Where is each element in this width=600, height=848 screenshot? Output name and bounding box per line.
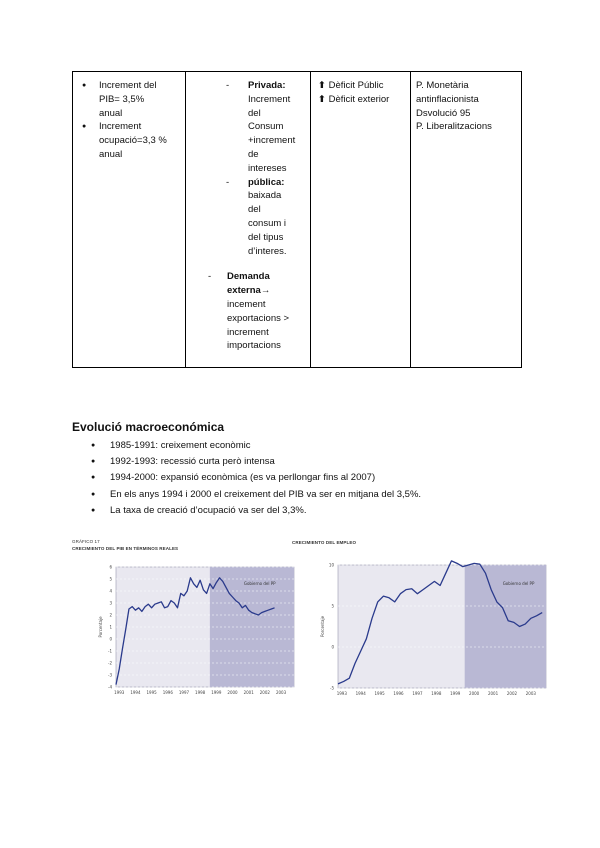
- list-item: P. Monetària antinflacionista: [416, 80, 479, 105]
- item-label: Privada:: [248, 80, 286, 91]
- x-tick-label: 1995: [374, 691, 385, 696]
- x-tick-label: 1997: [178, 690, 190, 695]
- table-cell-growth: [73, 79, 181, 162]
- y-axis-label: Porcentaje: [320, 615, 325, 638]
- table-cell-deficits: [318, 79, 408, 107]
- y-tick-label: -3: [108, 672, 112, 678]
- section-heading: Evolució macroeconómica: [72, 420, 225, 434]
- y-tick-label: -4: [108, 684, 112, 690]
- domestic-demand-list: [226, 79, 308, 258]
- x-tick-label: 2001: [487, 691, 499, 696]
- x-tick-label: 2002: [506, 691, 518, 696]
- list-item: ● 1985-1991: creixement econòmic: [72, 438, 421, 454]
- list-item: [318, 93, 408, 107]
- x-tick-label: 1994: [355, 691, 366, 696]
- list-item: [226, 176, 294, 259]
- x-tick-label: 2000: [469, 691, 480, 696]
- list-item: ● 1994-2000: expansió econòmica (es va perllongar fins al 2007): [72, 470, 421, 486]
- gdp-growth-chart: [72, 553, 302, 703]
- y-tick-label: 5: [331, 603, 334, 609]
- x-tick-label: 1998: [195, 690, 206, 695]
- list-item: [318, 79, 408, 93]
- chart1-title: CRECIMIENTO DEL PIB EN TÉRMINOS REALES: [72, 546, 179, 551]
- x-tick-label: 2000: [227, 690, 238, 695]
- y-axis-label: Porcentaje: [98, 616, 103, 638]
- item-label: Demanda externa: [227, 271, 270, 297]
- employment-growth-chart: [318, 551, 558, 706]
- item-text: Dèficit exterior: [328, 93, 390, 105]
- list-item: P. Liberalitzacions: [416, 121, 492, 133]
- y-tick-label: -2: [108, 660, 112, 666]
- x-tick-label: 1999: [450, 691, 461, 696]
- x-tick-label: 1993: [114, 690, 125, 695]
- y-tick-label: 4: [109, 588, 112, 594]
- item-text: Dèficit Públic: [328, 80, 384, 91]
- x-tick-label: 1996: [393, 691, 404, 696]
- table-divider: [410, 72, 411, 367]
- list-item: [208, 270, 305, 353]
- y-tick-label: 5: [109, 576, 112, 582]
- item-text: Increment del Consum +increment de intereses: [248, 93, 296, 174]
- y-tick-label: -5: [330, 685, 334, 691]
- x-tick-label: 2002: [259, 690, 270, 695]
- y-tick-label: 10: [328, 562, 334, 568]
- list-item: ● En els anys 1994 i 2000 el creixement del PIB va ser en mitjana del 3,5%.: [72, 487, 421, 503]
- item-text: → incement exportacions > increment importacions: [227, 285, 290, 352]
- chart2-title: CRECIMIENTO DEL EMPLEO: [292, 540, 357, 545]
- annotation-label: Gobierno del PP: [502, 581, 535, 586]
- list-item: [226, 79, 294, 176]
- y-tick-label: 1: [109, 624, 112, 630]
- x-tick-label: 1993: [336, 691, 347, 696]
- y-tick-label: 0: [331, 644, 334, 650]
- x-tick-label: 2003: [275, 690, 287, 695]
- x-tick-label: 1995: [146, 690, 157, 695]
- x-tick-label: 1999: [211, 690, 222, 695]
- growth-list: [73, 79, 181, 162]
- table-divider: [310, 72, 311, 367]
- up-arrow-icon: ⬆: [318, 93, 326, 105]
- chart1-figure-label: GRÁFICO 17: [72, 539, 100, 544]
- up-arrow-icon: ⬆: [318, 80, 326, 91]
- table-divider: [185, 72, 186, 367]
- annotation-label: Gobierno del PP: [243, 581, 276, 586]
- item-label: pública:: [248, 176, 285, 188]
- y-tick-label: 2: [109, 612, 112, 618]
- x-tick-label: 2003: [525, 691, 536, 696]
- table-cell-policies: [416, 79, 516, 134]
- x-tick-label: 2001: [243, 690, 254, 695]
- external-demand-list: [208, 270, 308, 353]
- list-item: Dsvolució 95: [416, 107, 471, 119]
- y-tick-label: 6: [109, 564, 112, 570]
- list-item: ● Increment del PIB= 3,5% anual: [73, 79, 169, 120]
- x-tick-label: 1996: [162, 690, 173, 695]
- item-text: baixada del consum i del tipus d’interes.: [248, 190, 287, 257]
- y-tick-label: -1: [108, 648, 112, 654]
- list-item: ● Increment ocupació=3,3 % anual: [73, 120, 169, 161]
- y-tick-label: 0: [109, 636, 112, 642]
- section-bullets: [72, 438, 421, 519]
- y-tick-label: 3: [109, 600, 112, 606]
- x-tick-label: 1994: [130, 690, 141, 695]
- policy-table: [72, 71, 522, 368]
- x-tick-label: 1997: [412, 691, 423, 696]
- x-tick-label: 1998: [431, 691, 442, 696]
- list-item: ● La taxa de creació d’ocupació va ser del 3,3%.: [72, 503, 421, 519]
- table-cell-demand: [203, 79, 308, 353]
- list-item: ● 1992-1993: recessió curta però intensa: [72, 454, 421, 470]
